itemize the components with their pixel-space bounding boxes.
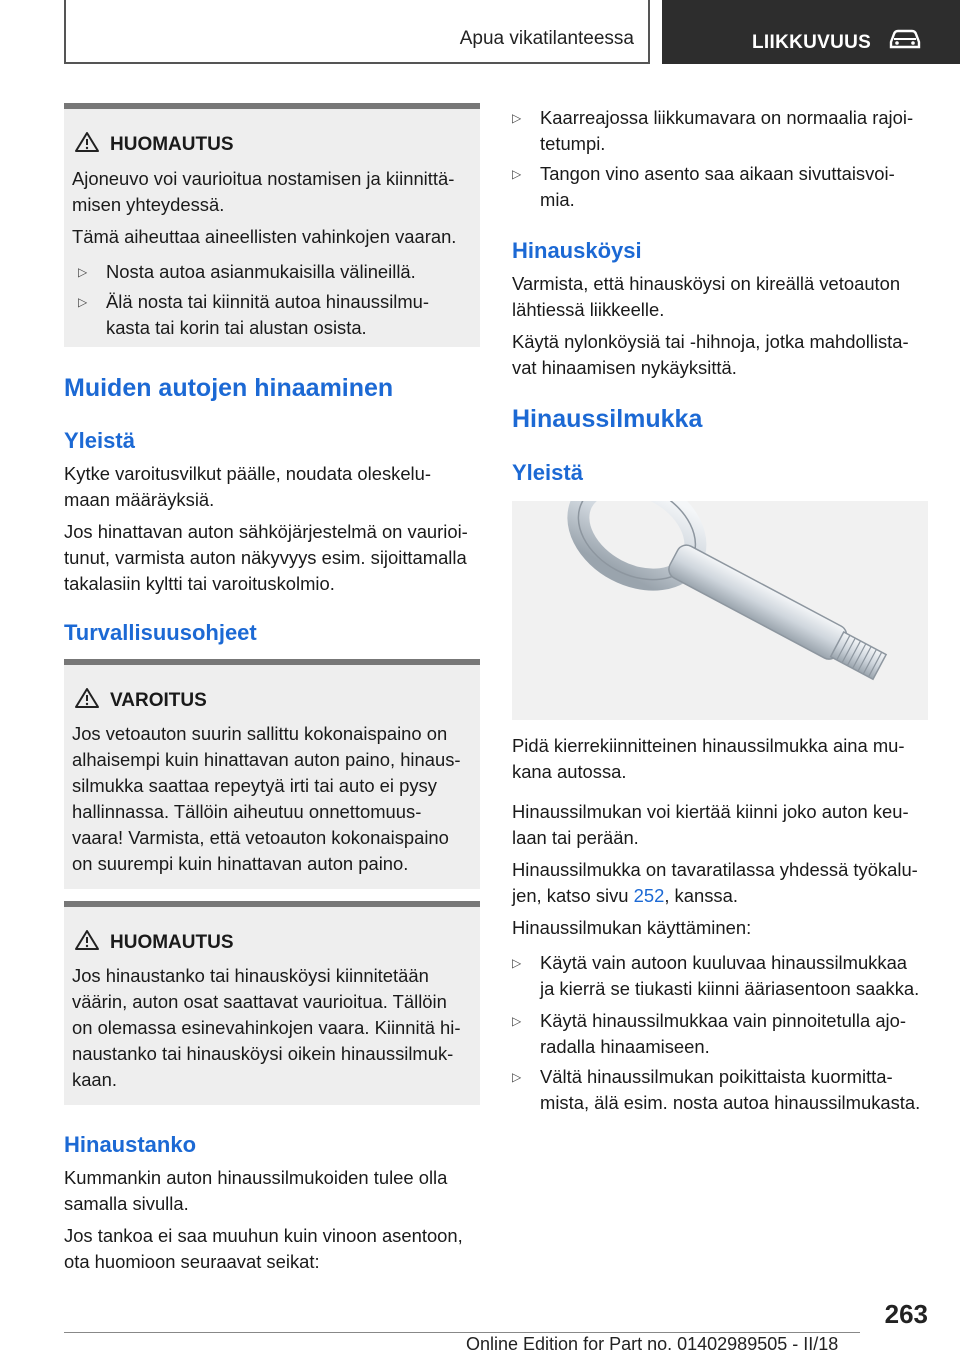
- warning-line: Jos vetoauton suurin sallittu kokonaispaino on: [72, 723, 448, 744]
- notice-line: naustanko tai hinausköysi oikein hinaussilmuk-: [72, 1043, 454, 1064]
- paragraph-line: Hinaussilmukan voi kiertää kiinni joko auton keu-: [512, 801, 909, 822]
- paragraph-line: Jos hinattavan auton sähköjärjestelmä on vaurioi-: [64, 521, 468, 542]
- notice-line: misen yhteydessä.: [72, 194, 225, 215]
- bullet-triangle-icon: ▷: [78, 265, 88, 279]
- towing-eye-illustration: [512, 501, 928, 720]
- heading-safety: Turvallisuusohjeet: [64, 620, 257, 645]
- paragraph-line: Hinaussilmukka on tavaratilassa yhdessä työkalu-: [512, 859, 918, 880]
- bullet-item: ▷ Käytä vain autoon kuuluvaa hinaussilmukkaa ja kierrä se tiukasti kiinni ääriasentoon saakka.: [512, 952, 920, 999]
- header-section-title: Apua vikatilanteessa: [459, 28, 634, 49]
- warning-triangle-icon: [74, 131, 100, 153]
- header-section-box: [64, 0, 650, 64]
- car-icon: [888, 28, 922, 50]
- warning-triangle-icon: [74, 929, 100, 951]
- paragraph-line: Pidä kierrekiinnitteinen hinaussilmukka aina mu-: [512, 735, 905, 756]
- header-chapter-title: LIIKKUVUUS: [752, 32, 872, 53]
- heading-tow-rope: Hinausköysi: [512, 238, 642, 263]
- notice-title: HUOMAUTUS: [110, 134, 234, 155]
- warning-line: on suurempi kuin hinattavan auton paino.: [72, 853, 409, 874]
- notice-line: Ajoneuvo voi vaurioitua nostamisen ja kiinnittä-: [72, 168, 455, 189]
- paragraph-line: Varmista, että hinausköysi on kireällä vetoauton: [512, 273, 901, 294]
- notice-title: HUOMAUTUS: [110, 932, 234, 953]
- paragraph-line: Kytke varoitusvilkut päälle, noudata oleskelu-: [64, 463, 431, 484]
- paragraph-line: Jos tankoa ei saa muuhun kuin vinoon asentoon,: [64, 1225, 463, 1246]
- page-number: 263: [884, 1299, 928, 1329]
- warning-line: vaara! Varmista, että vetoauton kokonaispaino: [72, 827, 449, 848]
- heading-towing-other-cars: Muiden autojen hinaaminen: [64, 374, 394, 402]
- heading-towbar: Hinaustanko: [64, 1132, 197, 1157]
- paragraph-line: lähtiessä liikkeelle.: [512, 299, 665, 320]
- paragraph-line: kana autossa.: [512, 761, 627, 782]
- warning-title: VAROITUS: [110, 690, 207, 711]
- footer-edition: Online Edition for Part no. 01402989505 - II/18: [466, 1334, 839, 1354]
- paragraph-line: tunut, varmista auton näkyvyys esim. sijoittamalla: [64, 547, 467, 568]
- notice-box-lifting: [64, 103, 480, 347]
- warning-line: alhaisempi kuin hinattavan auton paino, hinaus-: [72, 749, 461, 770]
- notice-line: Jos hinaustanko tai hinausköysi kiinnitetään: [72, 965, 429, 986]
- towing-eye-icon: [512, 501, 928, 720]
- header-chapter-tab: [662, 0, 960, 64]
- bullet-item: ▷ Käytä hinaussilmukkaa vain pinnoitetulla ajo- radalla hinaamiseen.: [512, 1010, 906, 1057]
- paragraph-line: vat hinaamisen nykäyksittä.: [512, 357, 737, 378]
- bullet-triangle-icon: ▷: [512, 956, 522, 970]
- paragraph-line: maan määräyksiä.: [64, 489, 215, 510]
- bullet-item: ▷ Tangon vino asento saa aikaan sivuttaisvoi- mia.: [512, 163, 895, 210]
- paragraph-line: takalasiin kyltti tai varoituskolmio.: [64, 573, 335, 594]
- bullet-item: ▷ Vältä hinaussilmukan poikittaista kuormitta- mista, älä esim. nosta autoa hinaussilmukasta.: [512, 1066, 921, 1113]
- heading-towing-eye: Hinaussilmukka: [512, 405, 703, 433]
- bullet-item: ▷ Nosta autoa asianmukaisilla välineillä.: [78, 259, 478, 285]
- bullet-triangle-icon: ▷: [78, 295, 88, 309]
- page-link-252[interactable]: 252: [633, 885, 665, 906]
- footer-divider: [64, 1332, 860, 1333]
- bullet-triangle-icon: ▷: [512, 111, 522, 125]
- bullet-triangle-icon: ▷: [512, 1070, 522, 1084]
- paragraph-line: Käytä nylonköysiä tai -hihnoja, jotka mahdollista-: [512, 331, 909, 352]
- notice-line: Tämä aiheuttaa aineellisten vahinkojen vaaran.: [72, 226, 457, 247]
- paragraph-line: Hinaussilmukan käyttäminen:: [512, 917, 752, 938]
- warning-triangle-icon: [74, 687, 100, 709]
- bullet-triangle-icon: ▷: [512, 1014, 522, 1028]
- bullet-item: ▷ Kaarreajossa liikkumavara on normaalia rajoi- tetumpi.: [512, 107, 914, 154]
- heading-general: Yleistä: [64, 428, 135, 453]
- warning-line: hallinnassa. Tällöin aiheutuu onnettomuus-: [72, 801, 422, 822]
- paragraph-line: jen, katso sivu 252, kanssa.: [512, 885, 738, 906]
- notice-line: kaan.: [72, 1069, 117, 1090]
- bullet-item: ▷ Älä nosta tai kiinnitä autoa hinaussilmu- kasta tai korin tai alustan osista.: [78, 291, 430, 338]
- bullet-triangle-icon: ▷: [512, 167, 522, 181]
- paragraph-line: ota huomioon seuraavat seikat:: [64, 1251, 320, 1272]
- heading-general: Yleistä: [512, 460, 583, 485]
- notice-line: väärin, auton osat saattavat vaurioitua. Tällöin: [72, 991, 447, 1012]
- warning-box: [64, 659, 480, 889]
- paragraph-line: samalla sivulla.: [64, 1193, 189, 1214]
- notice-line: on olemassa esinevahinkojen vaara. Kiinnitä hi-: [72, 1017, 461, 1038]
- paragraph-line: Kummankin auton hinaussilmukoiden tulee olla: [64, 1167, 448, 1188]
- paragraph-line: laan tai perään.: [512, 827, 639, 848]
- warning-line: silmukka saattaa repeytyä irti tai auto ei pysy: [72, 775, 437, 796]
- notice-box-towbar: [64, 901, 480, 1105]
